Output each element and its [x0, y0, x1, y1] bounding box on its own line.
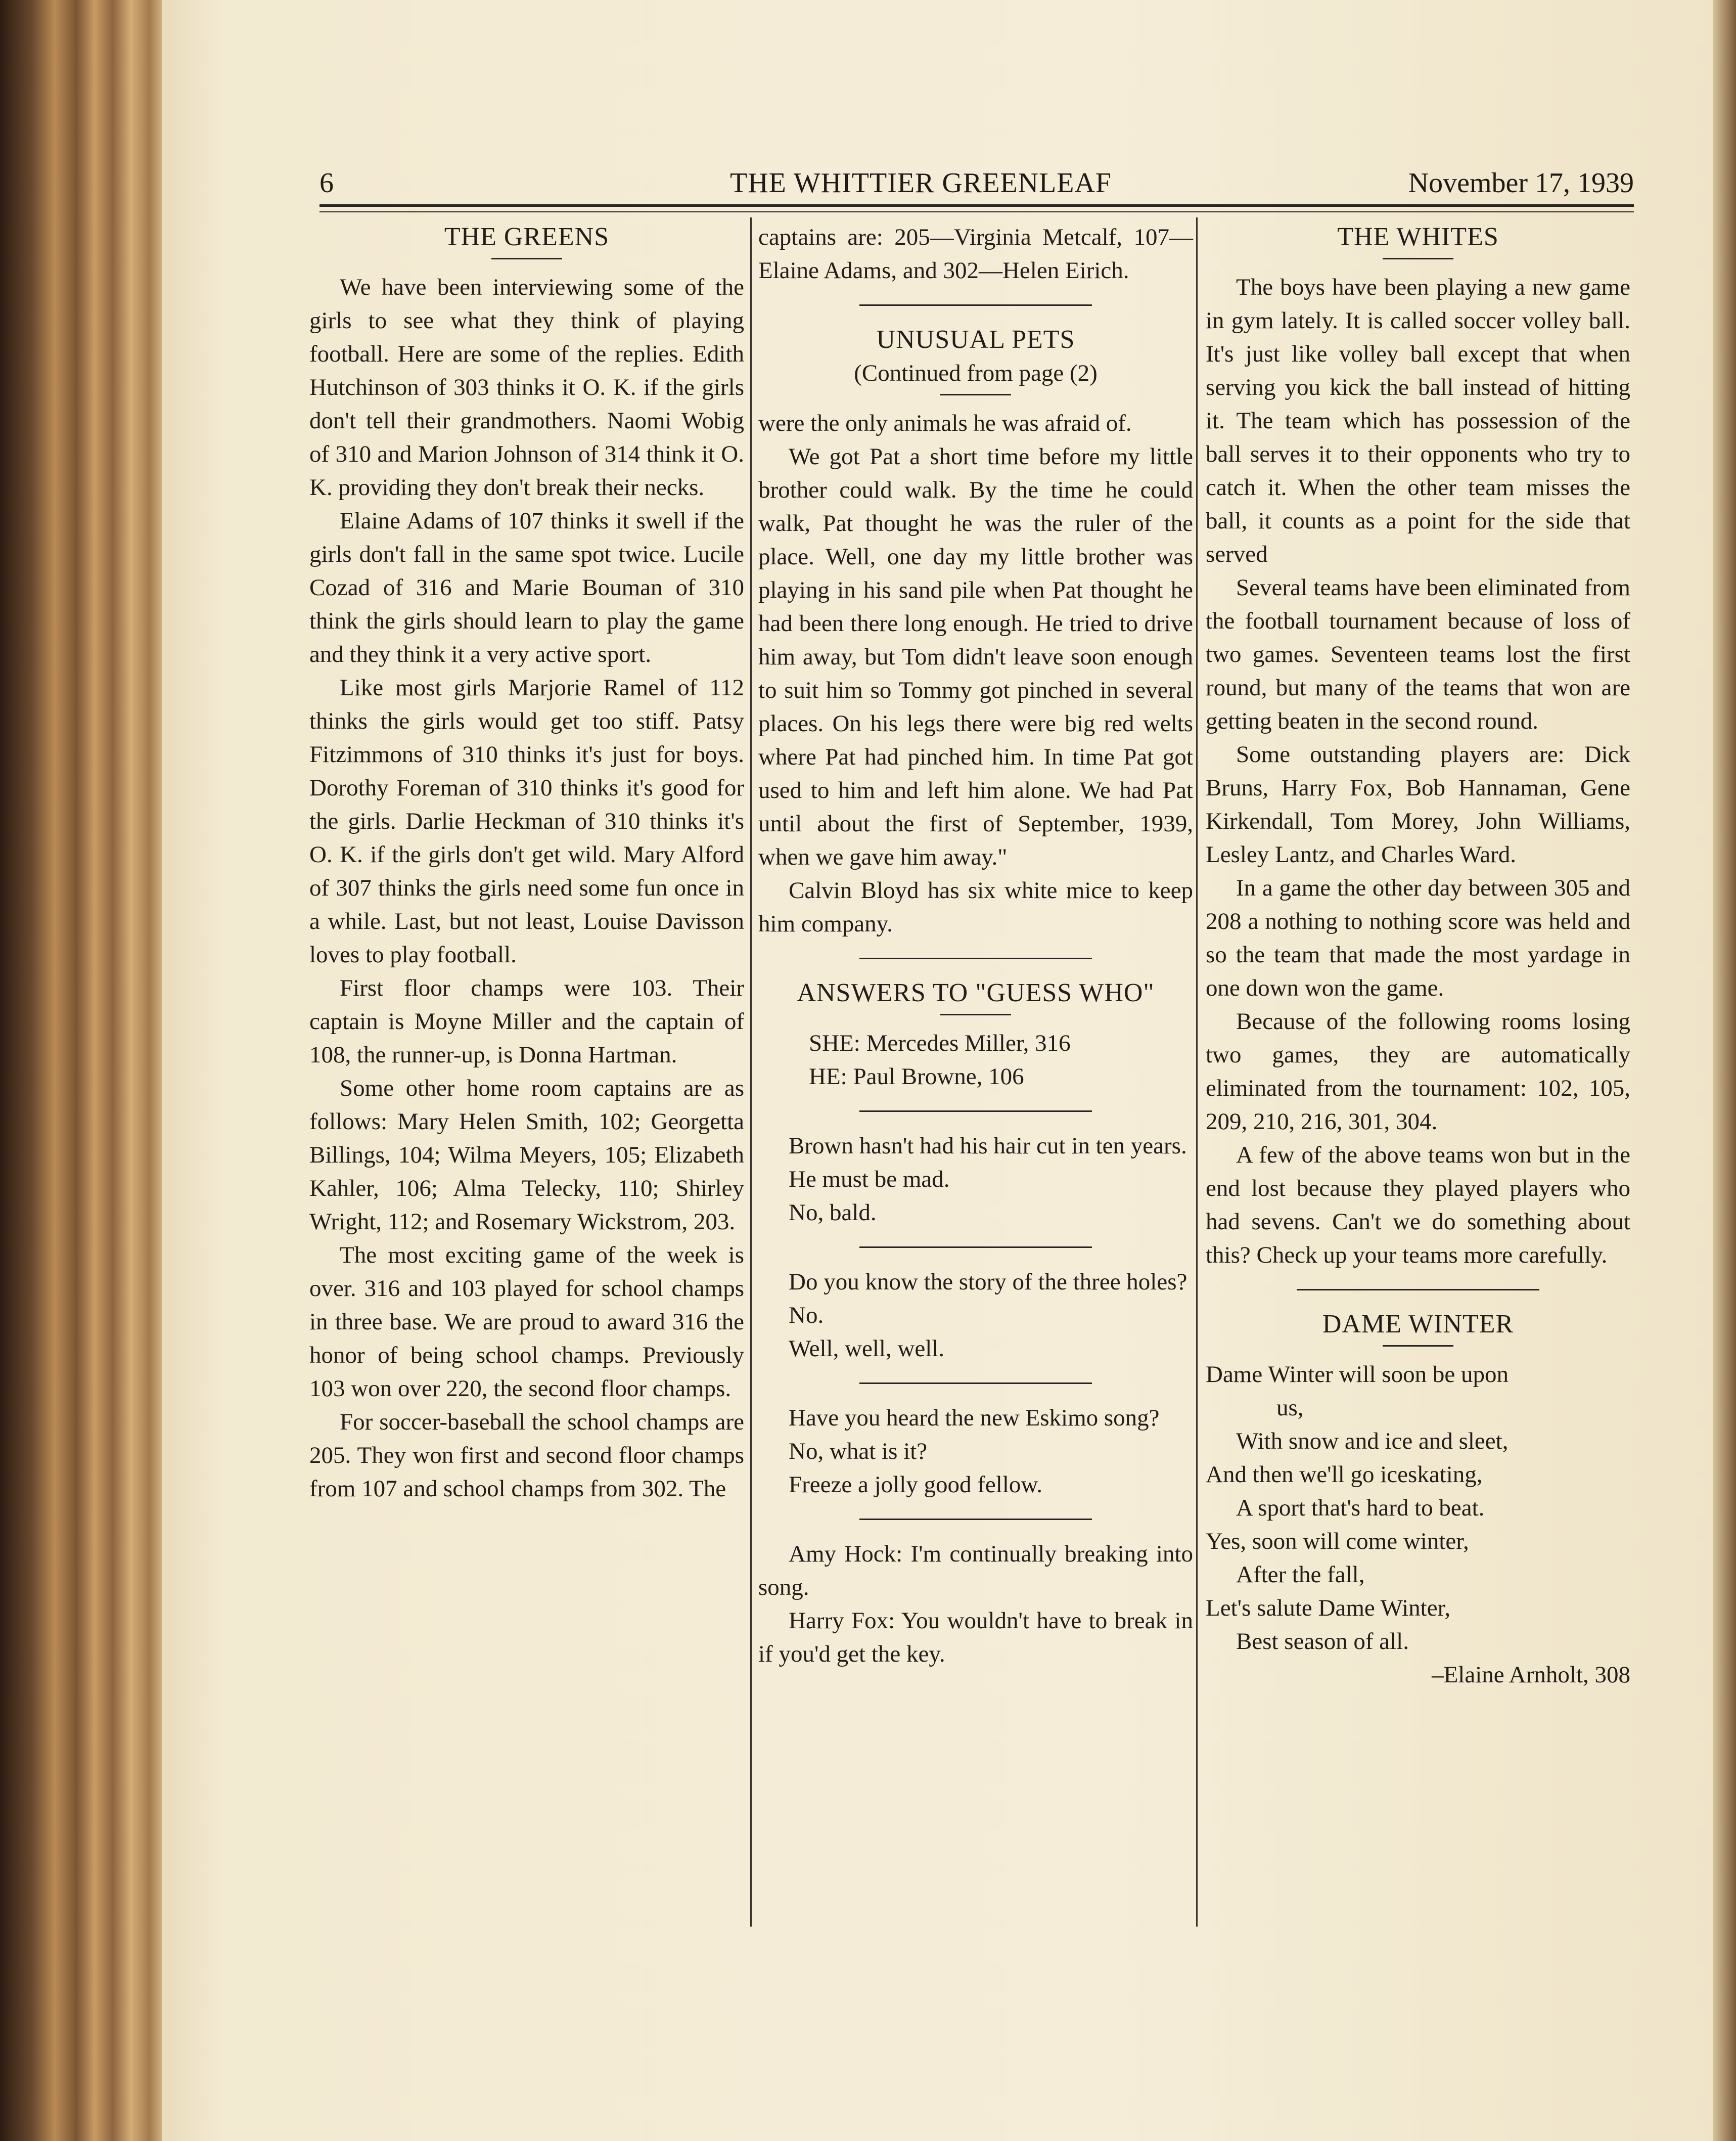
poem-line: Yes, soon will come winter,	[1206, 1528, 1469, 1554]
poem-heading: DAME WINTER	[1322, 1310, 1514, 1339]
section-rule	[859, 958, 1092, 959]
joke-line: Do you know the story of the three holes?	[789, 1269, 1187, 1295]
column-divider-2	[1196, 217, 1198, 1927]
greens-paragraph: We have been interviewing some of the girls to see what they think of playing football. Here are some of the replies. Edith Hutchinson of 303 thinks it O. K. if the girls don't tell their grandmothers. Naomi Wobig of 310 and Marion Johnson of 314 think it O. K. providing they don't break their necks.	[309, 274, 744, 501]
column-divider-1	[750, 217, 752, 1927]
column-whites	[1206, 217, 1630, 1691]
issue-date: November 17, 1939	[1408, 167, 1634, 199]
heading-rule	[940, 394, 1011, 395]
greens-paragraph: Like most girls Marjorie Ramel of 112 thinks the girls would get too stiff. Patsy Fitzimmons of 310 thinks it's just for boys. Dorothy Foreman of 310 thinks it's good for the girls. Darlie Heckman of 310 thinks it's O. K. if the girls don't get wild. Mary Alford of 307 thinks the girls need some fun once in a while. Last, but not least, Louise Davisson loves to play football.	[309, 675, 744, 968]
column-middle	[758, 217, 1193, 1671]
poem-line: Let's salute Dame Winter,	[1206, 1595, 1451, 1621]
captains-continuation: captains are: 205—Virginia Metcalf, 107—Elaine Adams, and 302—Helen Eirich.	[758, 224, 1193, 284]
greens-paragraph: The most exciting game of the week is over. 316 and 103 played for school champs in three base. We are proud to award 316 the honor of being school champs. Previously 103 won over 220, the second floor champs.	[309, 1242, 744, 1402]
page-number: 6	[319, 167, 334, 199]
section-rule	[859, 304, 1092, 306]
joke-song	[758, 1537, 1193, 1671]
greens-paragraph: For soccer-baseball the school champs are 205. They won first and second floor champs from 107 and school champs from 302. The	[309, 1409, 744, 1502]
whites-paragraph: Because of the following rooms losing two games, they are automatically eliminated from the tournament: 102, 105, 209, 210, 216, 301, 304.	[1206, 1008, 1630, 1135]
greens-heading: THE GREENS	[444, 222, 610, 251]
pets-subheading: (Continued from page (2)	[854, 360, 1098, 386]
column-greens	[309, 217, 744, 1505]
whites-paragraph: The boys have been playing a new game in gym lately. It is called soccer volley ball. It's just like volley ball except that when serving you kick the ball instead of hitting it. The team which has possession of the ball serves it to their opponents who try to catch it. When the other team misses the ball, it counts as a point for the side that served	[1206, 274, 1630, 567]
heading-rule	[491, 258, 562, 259]
joke-line: Harry Fox: You wouldn't have to break in if you'd get the key.	[758, 1608, 1193, 1667]
whites-paragraph: In a game the other day between 305 and 208 a nothing to nothing score was held and so the team that made the most yardage in one down won the game.	[1206, 875, 1630, 1001]
greens-paragraph: First floor champs were 103. Their captain is Moyne Miller and the captain of 108, the runner-up, is Donna Hartman.	[309, 975, 744, 1068]
page-right-edge	[1713, 0, 1736, 2141]
header-rule-thin	[319, 211, 1634, 212]
whites-paragraph: Some outstanding players are: Dick Bruns, Harry Fox, Bob Hannaman, Gene Kirkendall, Tom Morey, John Williams, Lesley Lantz, and Charles Ward.	[1206, 741, 1630, 868]
poem-signature: –Elaine Arnholt, 308	[1432, 1662, 1630, 1688]
answer-he: HE: Paul Browne, 106	[809, 1063, 1024, 1090]
pets-paragraph: were the only animals he was afraid of.	[758, 410, 1132, 436]
answers-heading: ANSWERS TO "GUESS WHO"	[797, 978, 1155, 1007]
joke-line: No.	[789, 1302, 824, 1328]
section-rule	[859, 1382, 1092, 1384]
poem-line: A sport that's hard to beat.	[1236, 1495, 1485, 1521]
poem-line: With snow and ice and sleet,	[1236, 1428, 1509, 1454]
poem-line: Best season of all.	[1236, 1628, 1409, 1655]
greens-paragraph: Elaine Adams of 107 thinks it swell if the girls don't fall in the same spot twice. Lucile Cozad of 316 and Marie Bouman of 310 think the girls should learn to play the game and they think it a very active sport.	[309, 508, 744, 667]
whites-paragraph: Several teams have been eliminated from the football tournament because of loss of two games. Seventeen teams lost the first round, but many of the teams that won are getting beaten in the second round.	[1206, 574, 1630, 734]
joke-haircut	[758, 1129, 1193, 1229]
heading-rule	[1383, 258, 1453, 259]
greens-paragraph: Some other home room captains are as follows: Mary Helen Smith, 102; Georgetta Billings, 104; Wilma Meyers, 105; Elizabeth Kahler, 106; Alma Telecky, 110; Shirley Wright, 112; and Rosemary Wickstrom, 203.	[309, 1075, 744, 1235]
poem-line: us,	[1276, 1395, 1304, 1421]
joke-line: Amy Hock: I'm continually breaking into song.	[758, 1541, 1193, 1600]
pets-heading: UNUSUAL PETS	[876, 325, 1075, 354]
poem-line: After the fall,	[1236, 1562, 1365, 1588]
joke-line: He must be mad.	[789, 1166, 950, 1192]
poem-line: Dame Winter will soon be upon	[1206, 1361, 1509, 1388]
section-rule	[1297, 1289, 1539, 1290]
joke-line: No, what is it?	[789, 1438, 928, 1464]
section-rule	[859, 1519, 1092, 1520]
section-rule	[859, 1246, 1092, 1248]
poem-dame-winter	[1206, 1358, 1630, 1691]
joke-three-holes	[758, 1265, 1193, 1365]
joke-line: Freeze a jolly good fellow.	[789, 1471, 1043, 1498]
joke-eskimo	[758, 1401, 1193, 1501]
heading-rule	[940, 1014, 1011, 1015]
answer-she: SHE: Mercedes Miller, 316	[809, 1030, 1071, 1056]
whites-paragraph: A few of the above teams won but in the end lost because they played players who had sevens. Can't we do something about this? Check up your teams more carefully.	[1206, 1142, 1630, 1268]
joke-line: Brown hasn't had his hair cut in ten years.	[789, 1133, 1187, 1159]
pets-paragraph: We got Pat a short time before my little brother could walk. By the time he could walk, Pat thought he was the ruler of the place. Well, one day my little brother was playing in his sand pile when Pat thought he had been there long enough. He tried to drive him away, but Tom didn't leave soon enough to suit him so Tommy got pinched in several places. On his legs there were big red welts where Pat had pinched him. In time Pat got used to him and left him alone. We had Pat until about the first of September, 1939, when we gave him away."	[758, 443, 1193, 870]
section-rule	[859, 1110, 1092, 1112]
heading-rule	[1383, 1345, 1453, 1347]
joke-line: No, bald.	[789, 1199, 877, 1226]
poem-line: And then we'll go iceskating,	[1206, 1461, 1483, 1488]
newspaper-title: THE WHITTIER GREENLEAF	[730, 167, 1112, 199]
book-spine-edge	[0, 0, 182, 2141]
whites-heading: THE WHITES	[1337, 222, 1499, 251]
joke-line: Well, well, well.	[789, 1335, 945, 1362]
pets-paragraph: Calvin Bloyd has six white mice to keep him company.	[758, 877, 1193, 937]
joke-line: Have you heard the new Eskimo song?	[789, 1405, 1160, 1431]
header-rule	[319, 204, 1634, 207]
